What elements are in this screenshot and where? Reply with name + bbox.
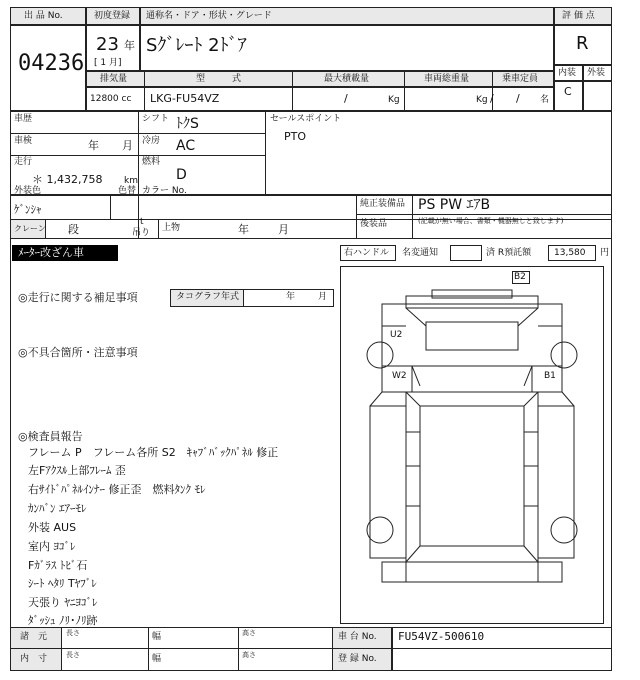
history-label: 車歴 <box>14 114 33 124</box>
width-label: 幅 <box>152 632 162 642</box>
exterior-grade-cell <box>583 81 612 111</box>
gross-weight-label: 車両総重量 <box>424 74 470 84</box>
aftermarket-note: (記載が無い場合、書類・機器無しと致します) <box>418 217 564 225</box>
shift-label: シフト <box>142 114 170 124</box>
overall-rating: R <box>576 33 589 54</box>
gross-weight-unit: Kg <box>476 95 488 105</box>
color-code-label: カラー No. <box>142 186 187 196</box>
right-hand-label: 右ハンドル <box>344 248 390 258</box>
inspection-month: 月 <box>122 139 133 152</box>
interior-dims-label: 内 寸 <box>20 654 48 664</box>
model-name: Sｸﾞﾚｰﾄ 2ﾄﾞｱ <box>146 35 247 56</box>
model-code-label: 型 式 <box>196 74 242 84</box>
length-label-interior: 長さ <box>66 651 80 659</box>
fuel-label: 燃料 <box>142 157 161 167</box>
report-line: 左Fｱｸｽﾙ上部ﾌﾚｰﾑ 歪 <box>28 464 126 477</box>
ac-value: AC <box>176 138 196 154</box>
interior-label: 内装 <box>558 68 577 78</box>
upper-label: 上物 <box>162 223 181 233</box>
damage-mark-b2: B2 <box>514 272 526 282</box>
upper-year: 年 <box>238 223 249 236</box>
length-label: 長さ <box>66 629 80 637</box>
shift-value: ﾄｸS <box>176 116 199 132</box>
lot-number: 04236 <box>18 51 85 76</box>
displacement-label: 排気量 <box>100 74 128 84</box>
mileage-value: ＊ 1,432,758 <box>32 173 103 186</box>
max-load-unit: Kg <box>388 95 400 105</box>
chassis-number: FU54VZ-500610 <box>398 630 485 643</box>
report-line: 右ｻｲﾄﾞﾊﾟﾈﾙｲﾝﾅｰ 修正歪 燃料ﾀﾝｸ ﾓﾚ <box>28 483 206 496</box>
recycle-unit: 円 <box>600 248 610 258</box>
first-reg-year-unit: 年 <box>124 39 135 52</box>
color-value: ｹﾞﾝｼｬ <box>14 203 42 216</box>
inspector-report-label: ◎検査員報告 <box>18 430 83 443</box>
footer-block <box>10 627 612 671</box>
tachograph-year: 年 <box>286 292 296 302</box>
damage-mark-u2: U2 <box>390 330 403 340</box>
report-line: ｶﾝﾊﾞﾝ ｴｱｰﾓﾚ <box>28 502 87 515</box>
tachograph-month: 月 <box>318 292 328 302</box>
capacity-unit: 名 <box>540 95 550 105</box>
width-label-interior: 幅 <box>152 654 162 664</box>
recycle-amount: 13,580 <box>554 248 586 258</box>
inspection-year: 年 <box>88 139 99 152</box>
report-line: Fｶﾞﾗｽ ﾄﾋﾞ石 <box>28 559 88 572</box>
capacity-value: / <box>516 92 520 105</box>
report-line: ﾀﾞｯｼｭ ﾉﾘ･ﾉﾘ跡 <box>28 614 98 627</box>
upper-month: 月 <box>278 223 289 236</box>
mileage-label: 走行 <box>14 157 33 167</box>
lot-label: 出 品 No. <box>24 11 63 21</box>
gross-weight-value: / <box>490 92 494 105</box>
tachograph-label: タコグラフ年式 <box>176 292 240 302</box>
spec-label-row <box>86 71 554 87</box>
capacity-label: 乗車定員 <box>502 74 539 84</box>
equipment-label: 純正装備品 <box>360 199 406 209</box>
ac-label: 冷房 <box>142 136 161 146</box>
color-label: 外装色 <box>14 186 42 196</box>
height-label: 高さ <box>242 629 256 637</box>
first-reg-label: 初度登録 <box>94 11 131 21</box>
name-change-box <box>450 245 482 261</box>
rating-label: 評 価 点 <box>562 11 595 21</box>
max-load-label: 最大積載量 <box>324 74 370 84</box>
first-reg-year: 23 <box>96 34 119 55</box>
color-change-label: 色替 <box>118 186 137 196</box>
damage-mark-w2: W2 <box>392 371 407 381</box>
interior-grade: C <box>564 85 572 98</box>
meter-tampered-text: ﾒｰﾀｰ改ざん車 <box>18 246 84 259</box>
equipment-value: PS PW ｴｱB <box>418 197 491 213</box>
fuel-value: D <box>176 167 187 183</box>
sales-point-label: セールスポイント <box>270 114 342 124</box>
mileage-unit: km <box>124 176 138 186</box>
recycle-label: 済 R預託額 <box>486 248 532 258</box>
truck-diagram <box>340 266 604 624</box>
height-label-interior: 高さ <box>242 651 256 659</box>
crane-stage: 段 <box>68 223 79 236</box>
driving-notes-label: ◎走行に関する補足事項 <box>18 291 138 304</box>
crane-label: クレーン <box>14 224 46 233</box>
registration-label: 登 録 No. <box>338 654 377 664</box>
crane-t: t <box>140 217 144 227</box>
max-load-value: / <box>344 92 348 105</box>
report-line: ｼｰﾄ ﾍﾀﾘ Tﾔﾌﾞﾚ <box>28 577 97 590</box>
aftermarket-label: 後装品 <box>360 219 388 229</box>
displacement-value: 12800 cc <box>90 94 132 104</box>
dims-label: 諸 元 <box>20 632 48 642</box>
defects-label: ◎不具合箇所・注意事項 <box>18 346 138 359</box>
first-reg-month: [ 1 月] <box>94 58 122 68</box>
crane-lift: 吊り <box>132 228 151 238</box>
report-line: 外装 AUS <box>28 521 77 534</box>
chassis-label: 車 台 No. <box>338 632 377 642</box>
damage-mark-b1: B1 <box>544 371 556 381</box>
exterior-label: 外装 <box>587 68 606 78</box>
name-change-label: 名変通知 <box>402 248 439 258</box>
sales-point: PTO <box>284 130 307 143</box>
report-line: フレーム P フレーム各所 S2 ｷｬﾌﾞﾊﾞｯｸﾊﾟﾈﾙ 修正 <box>28 446 279 459</box>
report-line: 天張り ﾔﾆﾖｺﾞﾚ <box>28 596 98 609</box>
inspection-label: 車検 <box>14 136 33 146</box>
model-code: LKG-FU54VZ <box>150 92 220 105</box>
model-info-label: 通称名・ドア・形状・グレード <box>146 11 272 21</box>
report-line: 室内 ﾖｺﾞﾚ <box>28 540 76 553</box>
